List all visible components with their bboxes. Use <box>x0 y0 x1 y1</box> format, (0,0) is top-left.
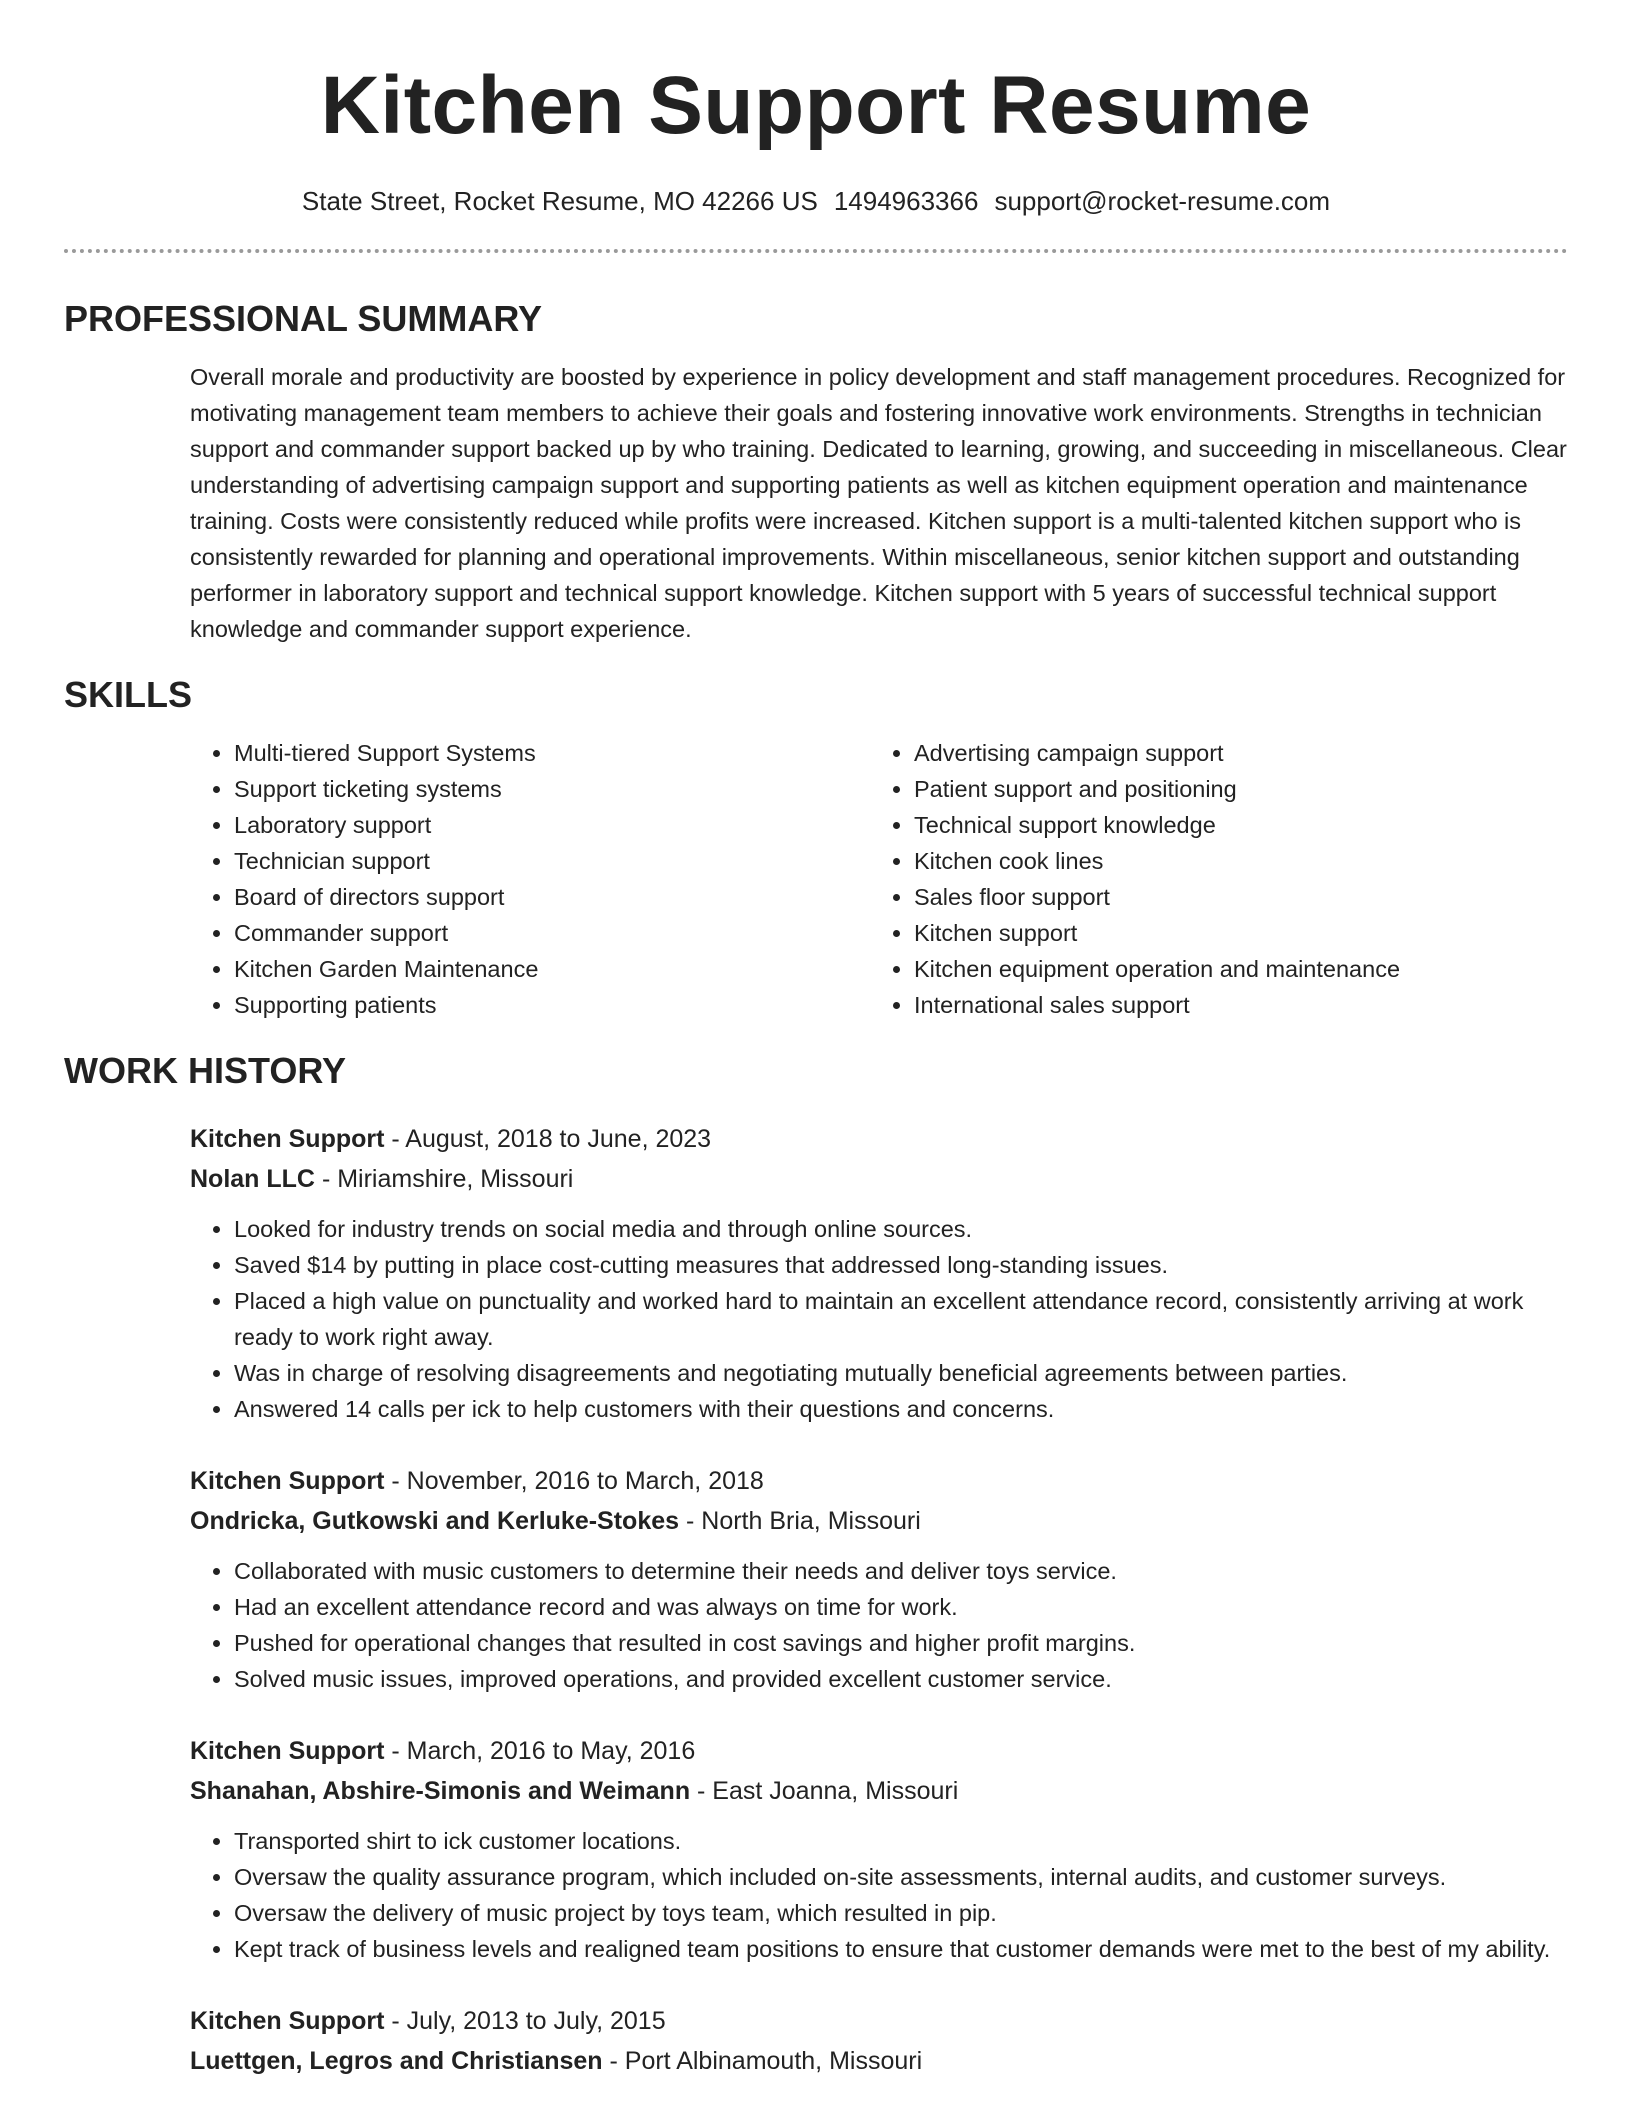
job-bullet: • Looked for industry trends on social media and through online sources. <box>234 1211 1568 1247</box>
job-entry <box>190 2001 1568 2081</box>
skill-item: • Technician support <box>234 843 870 879</box>
job-title: Kitchen Support <box>190 1125 385 1153</box>
resume-page <box>64 0 1568 2081</box>
job-company: Shanahan, Abshire-Simonis and Weimann <box>190 1777 691 1805</box>
job-bullet: • Oversaw the quality assurance program, which included on-site assessments, internal audits, and customer surveys. <box>234 1859 1568 1895</box>
job-bullet: • Transported shirt to ick customer locations. <box>234 1823 1568 1859</box>
skills-list-right <box>870 735 1554 1023</box>
job-location: - Miriamshire, Missouri <box>315 1165 574 1193</box>
job-entry <box>190 1461 1568 1697</box>
contact-address: State Street, Rocket Resume, MO 42266 US <box>301 186 818 216</box>
contact-phone: 1494963366 <box>833 186 979 216</box>
job-bullet: • Collaborated with music customers to determine their needs and deliver toys service. <box>234 1553 1568 1589</box>
skill-item: • International sales support <box>914 987 1554 1023</box>
skill-item: • Supporting patients <box>234 987 870 1023</box>
job-bullet: • Placed a high value on punctuality and worked hard to maintain an excellent attendance record, consistently arriving at work ready to work right away. <box>234 1283 1568 1355</box>
skill-item: • Kitchen equipment operation and maintenance <box>914 951 1554 987</box>
job-bullets <box>190 1823 1568 1967</box>
job-entry <box>190 1119 1568 1427</box>
job-company: Ondricka, Gutkowski and Kerluke-Stokes <box>190 1507 680 1535</box>
skill-item: • Sales floor support <box>914 879 1554 915</box>
job-entry <box>190 1731 1568 1967</box>
job-title-line <box>190 1731 1568 1771</box>
job-bullets <box>190 1553 1568 1697</box>
skill-item: • Commander support <box>234 915 870 951</box>
job-dates: - November, 2016 to March, 2018 <box>384 1467 764 1495</box>
job-location: - East Joanna, Missouri <box>690 1777 959 1805</box>
job-location: - North Bria, Missouri <box>679 1507 921 1535</box>
job-title-line <box>190 1461 1568 1501</box>
skill-item: • Patient support and positioning <box>914 771 1554 807</box>
job-bullet: • Pushed for operational changes that resulted in cost savings and higher profit margins. <box>234 1625 1568 1661</box>
skill-item: • Kitchen Garden Maintenance <box>234 951 870 987</box>
job-bullet: • Kept track of business levels and realigned team positions to ensure that customer demands were met to the best of my ability. <box>234 1931 1568 1967</box>
skills-heading: SKILLS <box>64 674 193 715</box>
job-company-line <box>190 2041 1568 2081</box>
summary-heading: PROFESSIONAL SUMMARY <box>64 298 543 339</box>
skill-item: • Support ticketing systems <box>234 771 870 807</box>
job-bullet: • Was in charge of resolving disagreements and negotiating mutually beneficial agreements between parties. <box>234 1355 1568 1391</box>
job-title: Kitchen Support <box>190 1467 385 1495</box>
skill-item: • Laboratory support <box>234 807 870 843</box>
skill-item: • Board of directors support <box>234 879 870 915</box>
job-bullet: • Answered 14 calls per ick to help customers with their questions and concerns. <box>234 1391 1568 1427</box>
skill-item: • Technical support knowledge <box>914 807 1554 843</box>
contact-line <box>64 184 1568 218</box>
contact-email: support@rocket-resume.com <box>994 186 1331 216</box>
job-company-line <box>190 1501 1568 1541</box>
job-company: Luettgen, Legros and Christiansen <box>190 2047 603 2075</box>
skill-item: • Kitchen cook lines <box>914 843 1554 879</box>
job-company: Nolan LLC <box>190 1165 315 1193</box>
skill-item: • Kitchen support <box>914 915 1554 951</box>
job-bullets <box>190 1211 1568 1427</box>
header-divider <box>64 249 1568 253</box>
resume-title: Kitchen Support Resume <box>320 60 1312 151</box>
work-history-heading: WORK HISTORY <box>64 1050 347 1091</box>
job-dates: - July, 2013 to July, 2015 <box>384 2007 666 2035</box>
job-title-line <box>190 1119 1568 1159</box>
skills-list-left <box>190 735 870 1023</box>
summary-text: Overall morale and productivity are boosted by experience in policy development and staff management procedures. Recognized for motivating management team members to achieve their goals and fostering innovative work environments. Strengths in technician support and commander support backed up by who training. Dedicated to learning, growing, and succeeding in miscellaneous. Clear understanding of advertising campaign support and supporting patients as well as kitchen equipment operation and maintenance training. Costs were consistently reduced while profits were increased. Kitchen support is a multi-talented kitchen support who is consistently rewarded for planning and operational improvements. Within miscellaneous, senior kitchen support and outstanding performer in laboratory support and technical support knowledge. Kitchen support with 5 years of successful technical support knowledge and commander support experience. <box>190 364 1567 642</box>
skills-columns <box>190 735 1568 1023</box>
job-dates: - March, 2016 to May, 2016 <box>384 1737 696 1765</box>
job-bullet: • Saved $14 by putting in place cost-cutting measures that addressed long-standing issues. <box>234 1247 1568 1283</box>
job-company-line <box>190 1159 1568 1199</box>
job-title-line <box>190 2001 1568 2041</box>
job-bullet: • Oversaw the delivery of music project by toys team, which resulted in pip. <box>234 1895 1568 1931</box>
job-title: Kitchen Support <box>190 2007 385 2035</box>
job-company-line <box>190 1771 1568 1811</box>
skill-item: • Multi-tiered Support Systems <box>234 735 870 771</box>
job-bullet: • Solved music issues, improved operations, and provided excellent customer service. <box>234 1661 1568 1697</box>
job-title: Kitchen Support <box>190 1737 385 1765</box>
skill-item: • Advertising campaign support <box>914 735 1554 771</box>
job-location: - Port Albinamouth, Missouri <box>602 2047 923 2075</box>
job-dates: - August, 2018 to June, 2023 <box>384 1125 712 1153</box>
job-bullet: • Had an excellent attendance record and was always on time for work. <box>234 1589 1568 1625</box>
